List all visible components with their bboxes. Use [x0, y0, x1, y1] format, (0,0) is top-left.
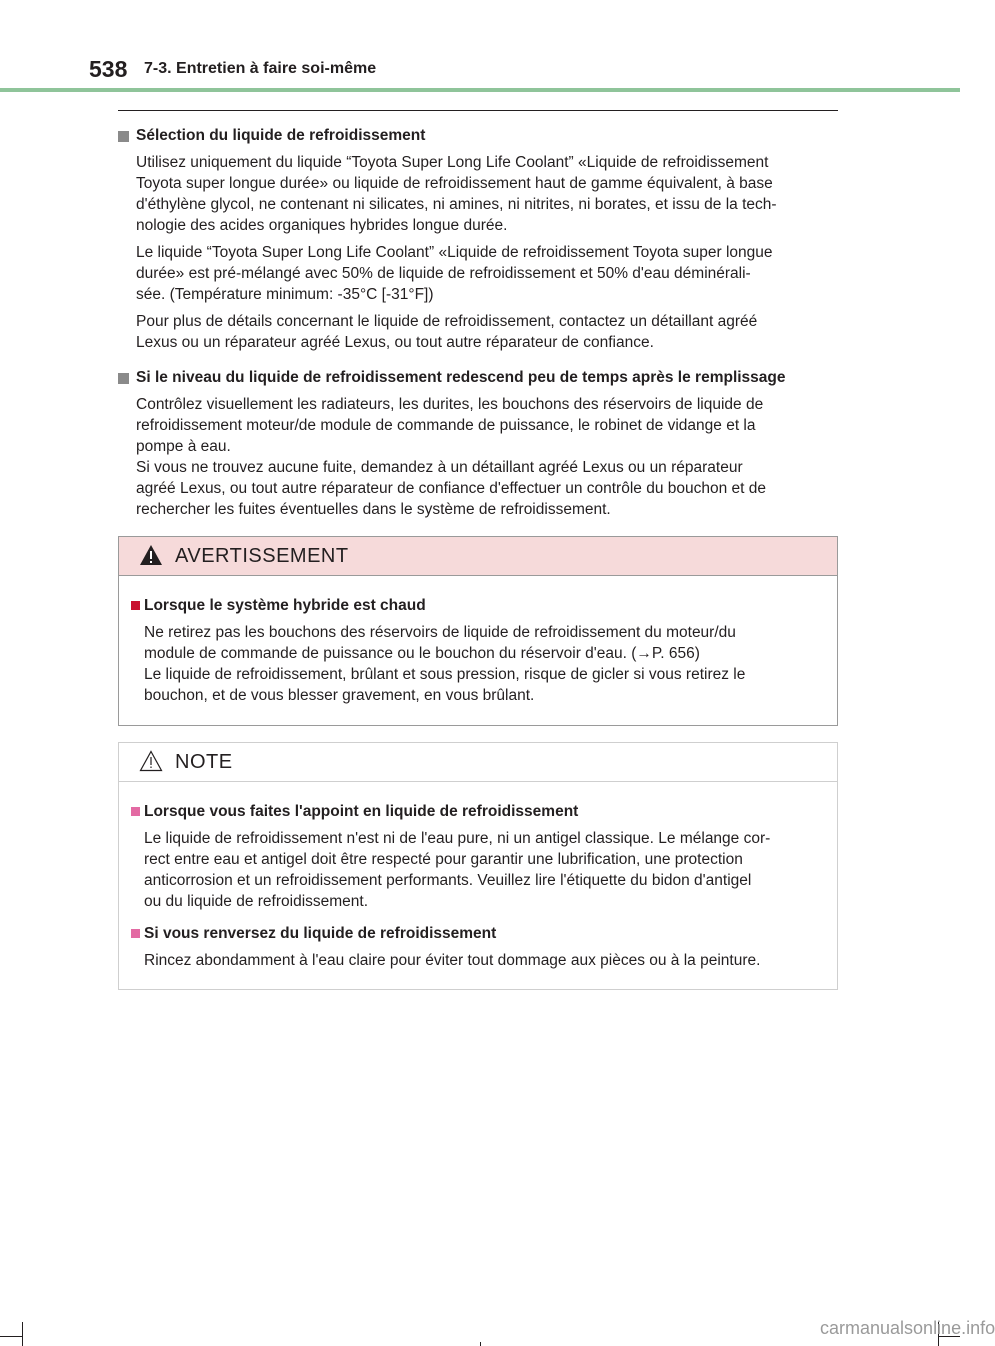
text-line: ou du liquide de refroidissement.: [144, 893, 369, 910]
paragraph: [144, 950, 825, 971]
text-line: Le liquide “Toyota Super Long Life Coolant” «Liquide de refroidissement Toyota super longue: [136, 244, 773, 261]
note-header: [119, 743, 837, 782]
note-box: [118, 742, 838, 990]
text-line: agréé Lexus, ou tout autre réparateur de confiance d'effectuer un contrôle du bouchon et de: [136, 480, 767, 497]
square-bullet-icon: [131, 929, 140, 938]
text-line: rechercher les fuites éventuelles dans le système de refroidissement.: [136, 501, 611, 518]
note-item: [131, 802, 825, 912]
text-line: rect entre eau et antigel doit être respecté pour garantir une lubrification, une protection: [144, 851, 743, 868]
heading-text: Sélection du liquide de refroidissement: [136, 127, 426, 144]
text-line: nologie des acides organiques hybrides longue durée.: [136, 217, 508, 234]
paragraph: [136, 394, 833, 520]
note-item-heading: [131, 924, 825, 944]
caution-triangle-icon: [139, 750, 163, 772]
text-line: Toyota super longue durée» ou liquide de refroidissement haut de gamme équivalent, à base: [136, 175, 773, 192]
text-line: Le liquide de refroidissement, brûlant et sous pression, risque de gicler si vous retirez le: [144, 666, 746, 683]
text-line: module de commande de puissance ou le bouchon du réservoir d'eau. (→P. 656): [144, 645, 700, 662]
note-item-heading: [131, 802, 825, 822]
section-heading: [118, 126, 833, 146]
section-coolant-selection: [118, 126, 833, 353]
text-line: Rincez abondamment à l'eau claire pour éviter tout dommage aux pièces ou à la peinture.: [144, 952, 761, 969]
crop-mark: [0, 1336, 22, 1337]
crop-mark: [22, 1322, 23, 1346]
square-bullet-icon: [131, 807, 140, 816]
text-line: Pour plus de détails concernant le liquide de refroidissement, contactez un détaillant agréé: [136, 313, 758, 330]
section-heading: [118, 368, 833, 388]
text-line: bouchon, et de vous blesser gravement, en vous brûlant.: [144, 687, 535, 704]
note-title: NOTE: [175, 751, 233, 773]
text-line: Le liquide de refroidissement n'est ni de l'eau pure, ni un antigel classique. Le mélange cor-: [144, 830, 771, 847]
heading-text: Lorsque vous faites l'appoint en liquide de refroidissement: [144, 803, 579, 820]
text-line: anticorrosion et un refroidissement performants. Veuillez lire l'étiquette du bidon d'antigel: [144, 872, 752, 889]
text-line: sée. (Température minimum: -35°C [-31°F]): [136, 286, 434, 303]
paragraph: [136, 152, 833, 236]
crop-mark: [480, 1342, 481, 1346]
paragraph: [144, 828, 825, 912]
paragraph: [144, 622, 825, 706]
text-line: Ne retirez pas les bouchons des réservoirs de liquide de refroidissement du moteur/du: [144, 624, 736, 641]
text-line: Contrôlez visuellement les radiateurs, les durites, les bouchons des réservoirs de liquide de: [136, 396, 764, 413]
section-coolant-level-drop: [118, 368, 833, 520]
page-number: 538: [89, 56, 128, 82]
square-bullet-icon: [118, 131, 129, 142]
warning-box: [118, 536, 838, 726]
text-line: d'éthylène glycol, ne contenant ni silicates, ni amines, ni nitrites, ni borates, et issu de la tech-: [136, 196, 777, 213]
watermark: carmanualsonline.info: [820, 1318, 995, 1338]
square-bullet-icon: [131, 601, 140, 610]
text-line: Utilisez uniquement du liquide “Toyota Super Long Life Coolant” «Liquide de refroidissement: [136, 154, 769, 171]
paragraph: [136, 311, 833, 353]
warning-item: [131, 596, 825, 706]
header-divider: [0, 88, 960, 92]
warning-title: AVERTISSEMENT: [175, 545, 349, 567]
text-line: Lexus ou un réparateur agréé Lexus, ou tout autre réparateur de confiance.: [136, 334, 654, 351]
section-title: 7-3. Entretien à faire soi-même: [144, 60, 377, 77]
warning-header: [119, 537, 837, 576]
content-divider: [118, 110, 838, 111]
text-line: durée» est pré-mélangé avec 50% de liquide de refroidissement et 50% d'eau déminérali-: [136, 265, 751, 282]
page-header: [0, 0, 960, 92]
heading-text: Lorsque le système hybride est chaud: [144, 597, 426, 614]
warning-item-heading: [131, 596, 825, 616]
warning-triangle-icon: [139, 544, 163, 566]
note-item: [131, 924, 825, 971]
text-line: Si vous ne trouvez aucune fuite, demandez à un détaillant agréé Lexus ou un réparateur: [136, 459, 743, 476]
text-line: refroidissement moteur/de module de commande de puissance, le robinet de vidange et la: [136, 417, 756, 434]
text-line: pompe à eau.: [136, 438, 231, 455]
heading-text: Si le niveau du liquide de refroidissement redescend peu de temps après le remplissage: [136, 369, 786, 386]
paragraph: [136, 242, 833, 305]
heading-text: Si vous renversez du liquide de refroidissement: [144, 925, 497, 942]
square-bullet-icon: [118, 373, 129, 384]
